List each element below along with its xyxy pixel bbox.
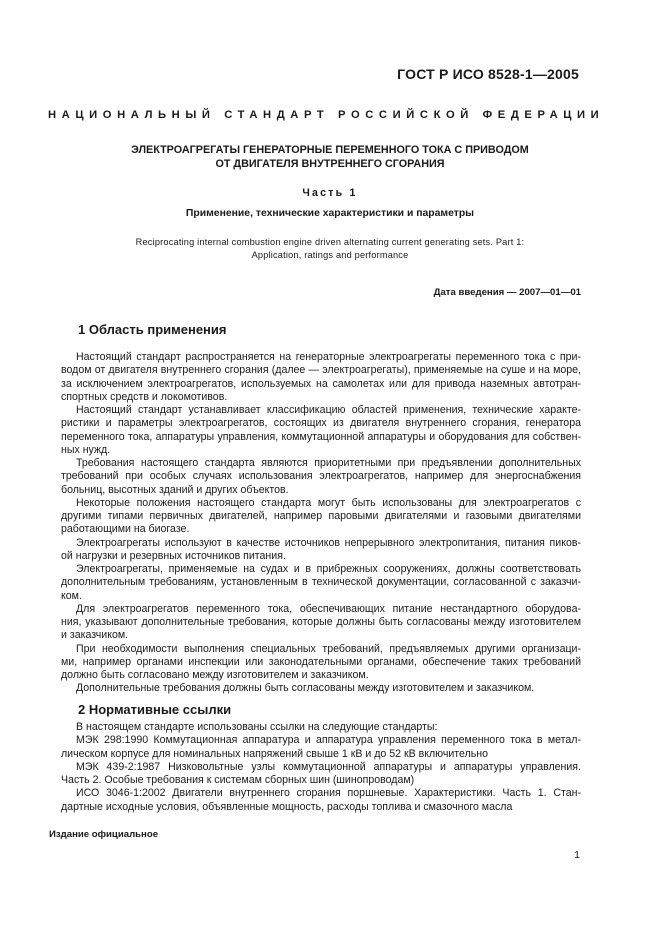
text-line: Дополнительные требования должны быть согласованы между изготовителем и заказчиком.: [76, 682, 535, 695]
text-line: ристики и параметры электроагрегатов, состоящих из двигателя внутреннего сгорания, генератора: [61, 417, 581, 430]
section-heading-scope: 1 Область применения: [78, 322, 227, 337]
text-line: должно быть согласовано между изготовителем и заказчиком.: [61, 669, 369, 681]
text-line: дартные исходные условия, объявленные мощность, расходы топлива и смазочного масла: [61, 800, 513, 813]
text-line: В настоящем стандарте использованы ссылки на следующие стандарты:: [76, 721, 438, 733]
text-line: Электроагрегаты используют в качестве источников непрерывного электропитания, питания пиков-: [76, 536, 581, 549]
text-line: МЭК 439-2:1987 Низковольтные узлы коммутационной аппаратуры и аппаратуры управления.: [76, 760, 581, 773]
english-title-line-1: Reciprocating internal combustion engine driven alternating current generating sets. Part 1:: [135, 237, 525, 247]
text-line: Требования настоящего стандарта являются приоритетными при предъявлении дополнительных: [76, 457, 581, 469]
text-line: ния, указывают дополнительные требования, которые должны быть согласованы между изготовителем: [61, 616, 581, 628]
text-line: При необходимости выполнения специальных требований, предъявляемых другими организаци-: [76, 642, 581, 655]
text-line: дополнительным требованиям, установленным в технической документации, согласованной с заказчи-: [61, 576, 581, 589]
part-label: Часть 1: [302, 187, 358, 199]
edition-note: Издание официальное: [49, 829, 159, 840]
text-line: Настоящий стандарт распространяется на генераторные электроагрегаты переменного тока с при-: [76, 351, 581, 363]
text-line: водом от двигателя внутреннего сгорания (далее — электроагрегаты), применяемые на суше и на море,: [61, 364, 581, 377]
text-line: спортных средств и локомотивов.: [61, 390, 228, 403]
english-title-line-2: Application, ratings and performance: [251, 250, 409, 260]
document-title: [60, 143, 600, 171]
page-number: 1: [574, 849, 580, 861]
text-line: Некоторые положения настоящего стандарта могут быть использованы для электроагрегатов с: [76, 496, 581, 509]
text-line: переменного тока, аппаратуры управления, коммутационной аппаратуры и оборудования для собствен-: [61, 430, 581, 443]
text-line: другими типами первичных двигателей, например паровыми двигателями и газовыми двигателями: [61, 510, 581, 522]
section-body-scope: [61, 351, 581, 696]
text-line: Электроагрегаты, применяемые на судах и в прибрежных сооружениях, должны соответствовать: [76, 563, 581, 575]
text-line: Настоящий стандарт устанавливает классификацию областей применения, технические характе-: [76, 404, 581, 416]
introduction-date: Дата введения — 2007—01—01: [433, 287, 581, 298]
text-line: Для электроагрегатов переменного тока, обеспечивающих питание нестандартного оборудова-: [76, 602, 581, 615]
text-line: больниц, высотных зданий и других объектов.: [61, 483, 289, 496]
national-standard-banner: НАЦИОНАЛЬНЫЙ СТАНДАРТ РОССИЙСКОЙ ФЕДЕРАЦИИ: [48, 109, 605, 121]
text-line: ми, например органами инспекции или законодательными органами, обеспечение таких требований: [61, 655, 581, 668]
text-line: ой нагрузки и резервных источников питания.: [61, 549, 286, 562]
title-line-2: ОТ ДВИГАТЕЛЯ ВНУТРЕННЕГО СГОРАНИЯ: [215, 158, 445, 170]
text-line: и заказчиком.: [61, 629, 129, 642]
text-line: работающими на биогазе.: [61, 523, 190, 536]
text-line: за исключением электроагрегатов, используемых на самолетах или для привода наземных автотран-: [61, 377, 581, 390]
english-title: [60, 236, 600, 262]
section-body-references: [61, 721, 581, 814]
section-heading-references: 2 Нормативные ссылки: [78, 702, 232, 717]
text-line: лическом корпусе для номинальных напряжений свыше 1 кВ и до 52 кВ включительно: [61, 747, 489, 760]
text-line: ных нужд.: [61, 443, 111, 456]
text-line: МЭК 298:1990 Коммутационная аппаратура и аппаратура управления переменного тока в метал-: [76, 734, 581, 747]
text-line: требований при особых случаях использования электроагрегатов, например для энергоснабжения: [61, 470, 581, 483]
part-subtitle: Применение, технические характеристики и параметры: [185, 208, 475, 219]
text-line: Часть 2. Особые требования к системам сборных шин (шинопроводам): [61, 774, 415, 786]
text-line: ком.: [61, 589, 82, 602]
standard-code: ГОСТ Р ИСО 8528-1—2005: [397, 66, 579, 82]
title-line-1: ЭЛЕКТРОАГРЕГАТЫ ГЕНЕРАТОРНЫЕ ПЕРЕМЕННОГО ТОКА С ПРИВОДОМ: [131, 144, 529, 156]
text-line: ИСО 3046-1:2002 Двигатели внутреннего сгорания поршневые. Характеристики. Часть 1. Стан-: [76, 787, 581, 800]
